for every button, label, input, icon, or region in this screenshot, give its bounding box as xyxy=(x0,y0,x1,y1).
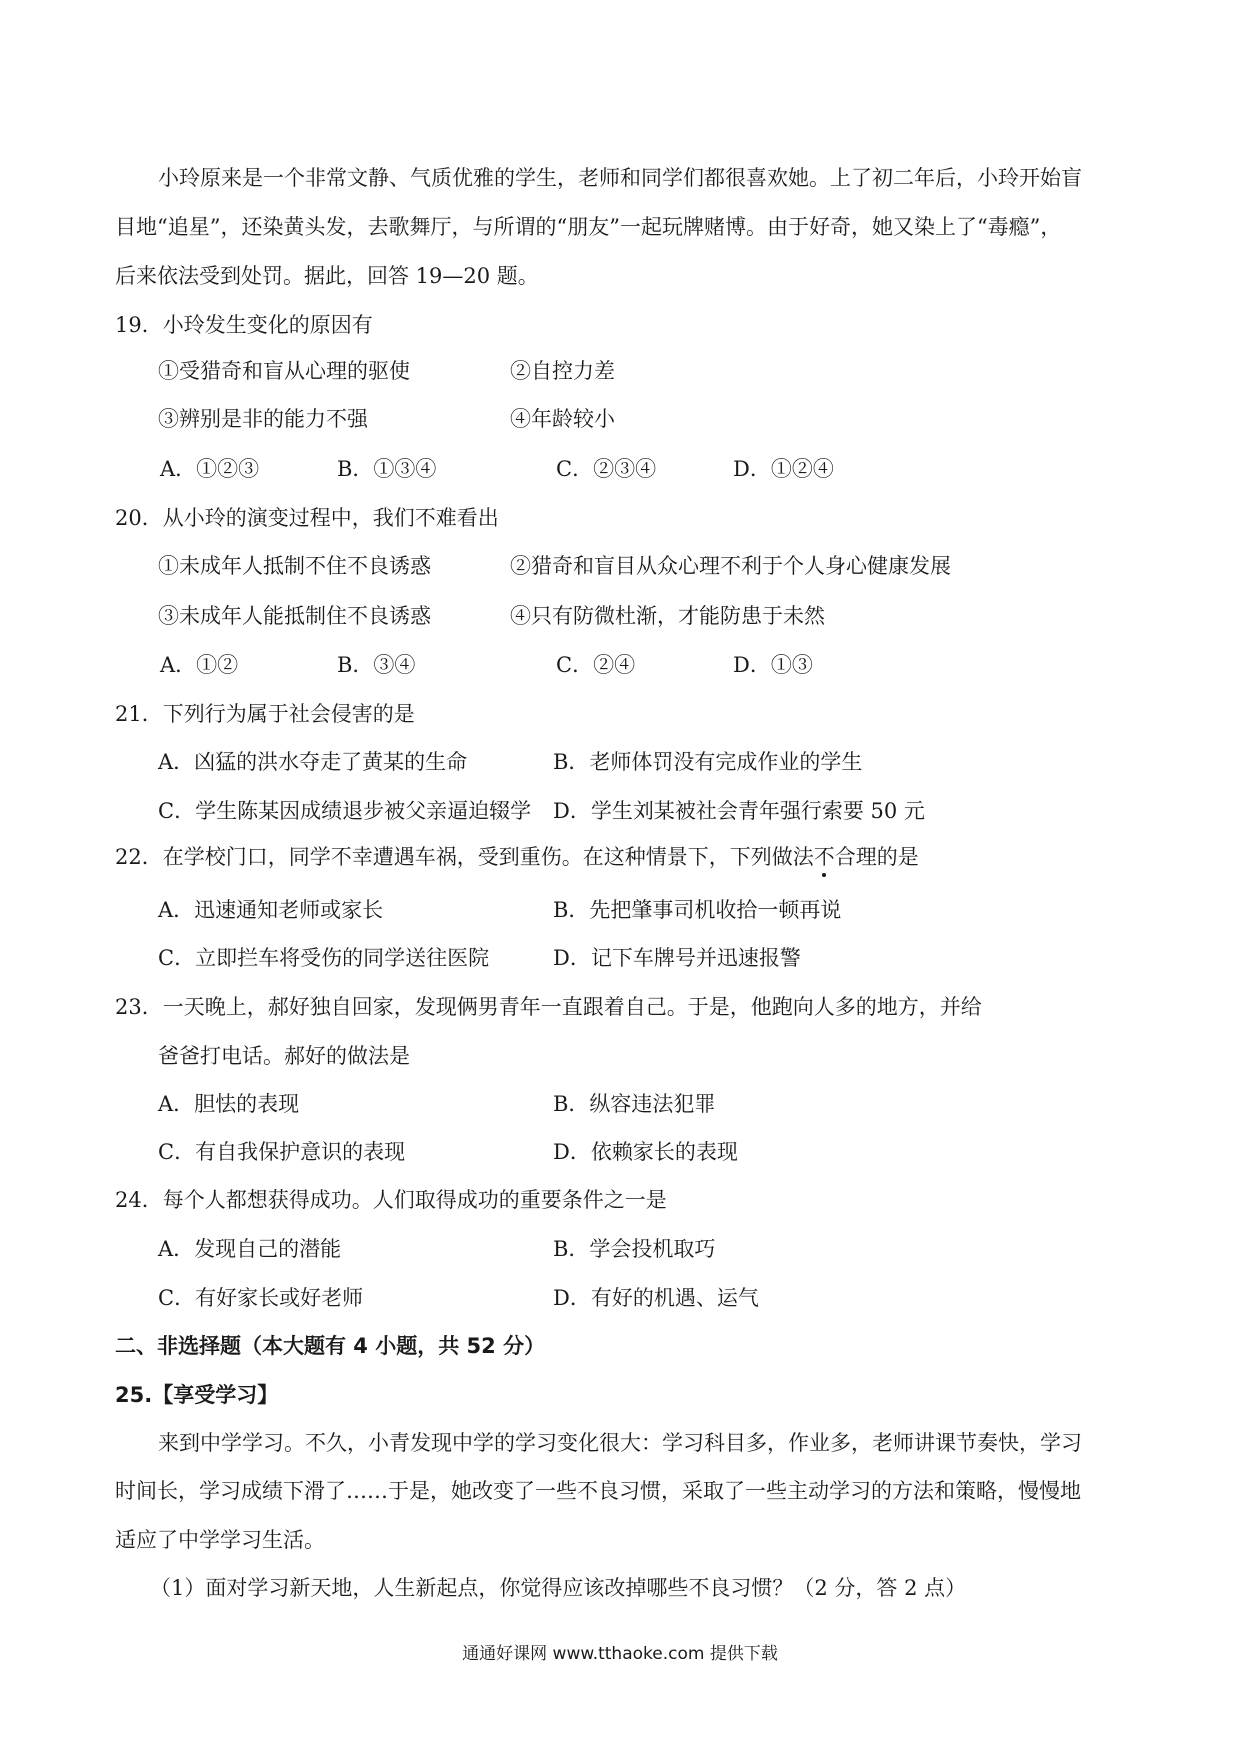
q24-option-a: A．发现自己的潜能 xyxy=(158,1237,342,1261)
q21-stem: 21．下列行为属于社会侵害的是 xyxy=(115,702,415,726)
passage-line-1: 小玲原来是一个非常文静、气质优雅的学生，老师和同学们都很喜欢她。上了初二年后，小玲开始盲 xyxy=(158,166,1082,190)
q25-passage-line-2: 时间长，学习成绩下滑了……于是，她改变了一些不良习惯，采取了一些主动学习的方法和策略，慢慢地 xyxy=(115,1479,1081,1503)
q22-option-a: A．迅速通知老师或家长 xyxy=(158,898,384,922)
q20-stem: 20．从小玲的演变过程中，我们不难看出 xyxy=(115,506,499,530)
q22-option-c: C．立即拦车将受伤的同学送往医院 xyxy=(158,946,490,970)
q23-option-b: B．纵容违法犯罪 xyxy=(553,1092,716,1116)
q25-passage-line-3: 适应了中学学习生活。 xyxy=(115,1528,325,1552)
q20-item-3: ③未成年人能抵制住不良诱惑 xyxy=(158,604,431,628)
q23-option-c: C．有自我保护意识的表现 xyxy=(158,1140,406,1164)
q19-stem: 19．小玲发生变化的原因有 xyxy=(115,313,373,337)
q23-option-a: A．胆怯的表现 xyxy=(158,1092,300,1116)
passage-line-2: 目地“追星”，还染黄头发，去歌舞厅，与所谓的“朋友”一起玩牌赌博。由于好奇，她又染上了“毒瘾”， xyxy=(115,215,1062,239)
q24-option-d: D．有好的机遇、运气 xyxy=(553,1286,759,1310)
q23-option-d: D．依赖家长的表现 xyxy=(553,1140,738,1164)
page-footer: 通通好课网 www.tthaoke.com 提供下载 xyxy=(462,1644,778,1664)
q20-item-2: ②猎奇和盲目从众心理不利于个人身心健康发展 xyxy=(510,554,951,578)
q21-option-a: A．凶猛的洪水夺走了黄某的生命 xyxy=(158,750,468,774)
q19-item-2: ②自控力差 xyxy=(510,359,615,383)
q23-stem-line-1: 23．一天晚上，郝好独自回家，发现俩男青年一直跟着自己。于是，他跑向人多的地方，并给 xyxy=(115,995,982,1019)
q25-passage-line-1: 来到中学学习。不久，小青发现中学的学习变化很大：学习科目多，作业多，老师讲课节奏快，学习 xyxy=(158,1431,1082,1455)
q25-sub-question-1: （1）面对学习新天地，人生新起点，你觉得应该改掉哪些不良习惯？（2 分，答 2 点） xyxy=(150,1576,967,1600)
q19-option-d: D．①②④ xyxy=(733,457,834,481)
q21-option-b: B．老师体罚没有完成作业的学生 xyxy=(553,750,863,774)
q19-option-c: C．②③④ xyxy=(556,457,657,481)
q22-stem xyxy=(115,843,919,871)
q19-option-b: B．①③④ xyxy=(337,457,437,481)
q19-option-a: A．①②③ xyxy=(160,457,260,481)
q21-option-c: C．学生陈某因成绩退步被父亲逼迫辍学 xyxy=(158,799,532,823)
q25-title: 25.【享受学习】 xyxy=(115,1383,279,1407)
q20-option-b: B．③④ xyxy=(337,653,416,677)
q20-option-c: C．②④ xyxy=(556,653,636,677)
q22-stem-before: 22．在学校门口，同学不幸遭遇车祸，受到重伤。在这种情景下，下列做法 xyxy=(115,845,814,869)
q20-option-a: A．①② xyxy=(160,653,239,677)
q19-item-3: ③辨别是非的能力不强 xyxy=(158,407,368,431)
q19-item-4: ④年龄较小 xyxy=(510,407,615,431)
passage-line-3: 后来依法受到处罚。据此，回答 19—20 题。 xyxy=(115,264,539,288)
q24-stem: 24．每个人都想获得成功。人们取得成功的重要条件之一是 xyxy=(115,1188,667,1212)
q20-item-1: ①未成年人抵制不住不良诱惑 xyxy=(158,554,431,578)
q22-option-d: D．记下车牌号并迅速报警 xyxy=(553,946,801,970)
q22-stem-emphasis: 不 xyxy=(813,845,835,869)
section-2-heading: 二、非选择题（本大题有 4 小题，共 52 分） xyxy=(115,1334,546,1358)
q21-option-d: D．学生刘某被社会青年强行索要 50 元 xyxy=(553,799,925,823)
q24-option-c: C．有好家长或好老师 xyxy=(158,1286,364,1310)
q23-stem-line-2: 爸爸打电话。郝好的做法是 xyxy=(158,1044,410,1068)
q19-item-1: ①受猎奇和盲从心理的驱使 xyxy=(158,359,410,383)
q22-stem-after: 合理的是 xyxy=(834,845,919,869)
q20-item-4: ④只有防微杜渐，才能防患于未然 xyxy=(510,604,825,628)
q22-option-b: B．先把肇事司机收拾一顿再说 xyxy=(553,898,842,922)
q24-option-b: B．学会投机取巧 xyxy=(553,1237,716,1261)
q20-option-d: D．①③ xyxy=(733,653,813,677)
